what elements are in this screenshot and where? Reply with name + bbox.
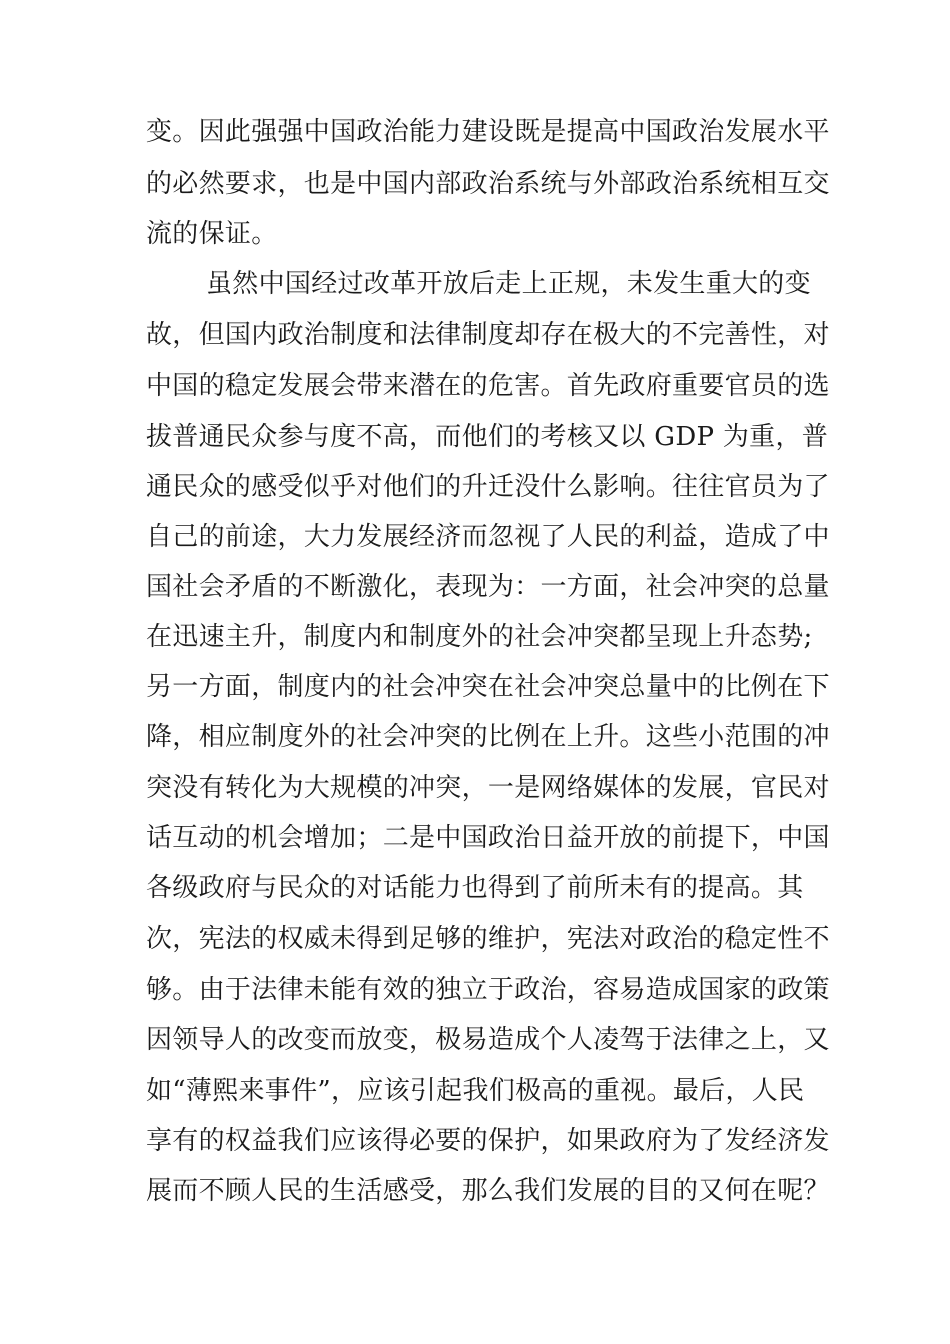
text-line: 流的保证。: [146, 219, 278, 249]
text-line: 如“薄熙来事件”，应该引起我们极高的重视。最后，人民: [146, 1076, 805, 1106]
text-line: 够。由于法律未能有效的独立于政治，容易造成国家的政策: [146, 975, 830, 1005]
text-line: 的必然要求，也是中国内部政治系统与外部政治系统相互交: [146, 169, 830, 199]
text-line: 在迅速主升，制度内和制度外的社会冲突都呈现上升态势;: [146, 622, 813, 652]
text-line: 突没有转化为大规模的冲突，一是网络媒体的发展，官民对: [146, 773, 830, 803]
text-line: 展而不顾人民的生活感受，那么我们发展的目的又何在呢？: [146, 1176, 830, 1206]
text-line: 通民众的感受似乎对他们的升迁没什么影响。往往官员为了: [146, 472, 830, 502]
text-line: 享有的权益我们应该得必要的保护，如果政府为了发经济发: [146, 1126, 830, 1156]
text-line: 中国的稳定发展会带来潜在的危害。首先政府重要官员的选: [146, 371, 830, 401]
text-line: 话互动的机会增加；二是中国政治日益开放的前提下，中国: [146, 823, 830, 853]
text-line: 故，但国内政治制度和法律制度却存在极大的不完善性，对: [146, 320, 830, 350]
text-line: 次，宪法的权威未得到足够的维护，宪法对政治的稳定性不: [146, 924, 830, 954]
text-line: 因领导人的改变而放变，极易造成个人凌驾于法律之上，又: [146, 1025, 830, 1055]
text-line: 虽然中国经过改革开放后走上正规，未发生重大的变: [206, 269, 811, 299]
text-line: 自己的前途，大力发展经济而忽视了人民的利益，造成了中: [146, 522, 830, 552]
text-line: 变。因此强强中国政治能力建设既是提高中国政治发展水平: [146, 117, 830, 147]
text-line: 拔普通民众参与度不高，而他们的考核又以 GDP 为重，普: [146, 422, 829, 452]
text-line: 另一方面，制度内的社会冲突在社会冲突总量中的比例在下: [146, 672, 830, 702]
text-line: 国社会矛盾的不断激化，表现为：一方面，社会冲突的总量: [146, 572, 830, 602]
text-line: 各级政府与民众的对话能力也得到了前所未有的提高。其: [146, 873, 804, 903]
text-line: 降，相应制度外的社会冲突的比例在上升。这些小范围的冲: [146, 722, 830, 752]
